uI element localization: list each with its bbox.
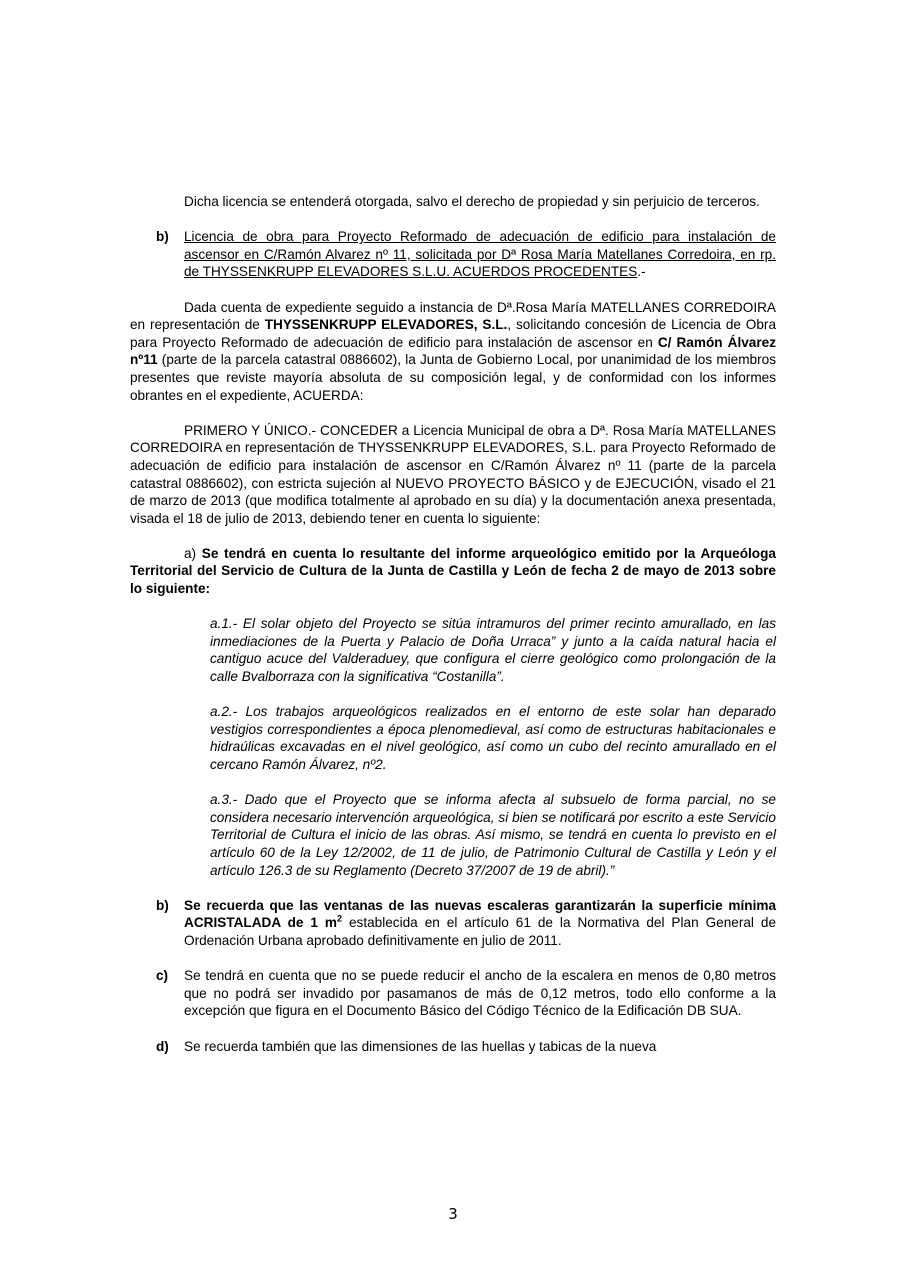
item-b-heading	[130, 228, 776, 281]
page-number: 3	[448, 1205, 458, 1223]
page-body	[130, 193, 776, 1055]
paragraph-item-a	[130, 545, 776, 598]
item-b2-text	[184, 897, 776, 950]
item-c	[130, 967, 776, 1020]
item-c-label: c)	[156, 968, 169, 984]
expediente-text-3: (parte de la parcela catastral 0886602), la Junta de Gobierno Local, por unanimidad de los miembros presentes que reviste mayoría absoluta de su composición legal, y de conformidad con los informes obrantes en el expediente, ACUERDA:	[130, 352, 776, 403]
paragraph-expediente	[130, 299, 776, 405]
quote-a2: a.2.- Los trabajos arqueológicos realizados en el entorno de este solar han deparado vestigios correspondientes a época plenomedieval, así como de estructuras habitacionales e hidraúlicas excavadas en el nivel geológico, así como un cubo del recinto amurallado en el cercano Ramón Álvarez, nº2.	[210, 704, 776, 772]
item-d-label: d)	[156, 1038, 169, 1054]
item-b2-rest: establecida en el artículo 61 de la Normativa del Plan General de Ordenación Urbana aprobado definitivamente en julio de 2011.	[184, 915, 777, 948]
paragraph-license-granted: Dicha licencia se entenderá otorgada, salvo el derecho de propiedad y sin perjuicio de terceros.	[184, 194, 760, 209]
item-a-label: a)	[184, 545, 202, 561]
expediente-text-2: , solicitando concesión de Licencia de Obra para Proyecto Reformado de adecuación de edificio para instalación de ascensor en	[130, 317, 777, 350]
item-b2-superscript: 2	[337, 913, 343, 924]
expediente-address: C/ Ramón Álvarez nº11	[130, 334, 776, 368]
item-d	[130, 1038, 776, 1056]
item-b-title	[184, 228, 776, 281]
item-c-text: Se tendrá en cuenta que no se puede reducir el ancho de la escalera en menos de 0,80 metros que no podrá ser invadido por pasamanos de más de 0,12 metros, todo ello conforme a la excepción que figura en el Documento Básico del Código Técnico de la Edificación DB SUA.	[184, 968, 776, 1019]
item-b-label: b)	[156, 229, 169, 245]
item-b-title-suffix: .-	[637, 264, 646, 280]
quote-a3: a.3.- Dado que el Proyecto que se informa afecta al subsuelo de forma parcial, no se considera necesario intervención arqueológica, si bien se notificará por escrito a este Servicio Territorial de Cultura el inicio de las obras. Así mismo, se tendrá en cuenta lo previsto en el artículo 60 de la Ley 12/2002, de 11 de julio, de Patrimonio Cultural de Castilla y León y el artículo 126.3 de su Reglamento (Decreto 37/2007 de 19 de abril).”	[210, 792, 776, 878]
paragraph-primero: PRIMERO Y ÚNICO.- CONCEDER a Licencia Municipal de obra a Dª. Rosa María MATELLANES CORREDOIRA en representación de THYSSENKRUPP ELEVADORES, S.L. para Proyecto Reformado de adecuación de edificio para instalación de ascensor en C/Ramón Álvarez nº 11 (parte de la parcela catastral 0886602), con estricta sujeción al NUEVO PROYECTO BÁSICO y de EJECUCIÓN, visado el 21 de marzo de 2013 (que modifica totalmente al aprobado en su día) y la documentación anexa presentada, visada el 18 de julio de 2013, debiendo tener en cuenta lo siguiente:	[130, 422, 776, 526]
item-d-text: Se recuerda también que las dimensiones de las huellas y tabicas de la nueva	[184, 1038, 657, 1054]
item-b-title-underlined: Licencia de obra para Proyecto Reformado de adecuación de edificio para instalación de ascensor en C/Ramón Alvarez nº 11, solicitada por Dª Rosa María Matellanes Corredoira, en rp. de THYSSENKRUPP ELEVADORES S.L.U. ACUERDOS PROCEDENTES	[184, 229, 776, 280]
item-a-bold: Se tendrá en cuenta lo resultante del informe arqueológico emitido por la Arqueóloga Territorial del Servicio de Cultura de la Junta de Castilla y León de fecha 2 de mayo de 2013 sobre lo siguiente:	[130, 545, 776, 597]
expediente-company: THYSSENKRUPP ELEVADORES, S.L.	[264, 317, 508, 333]
item-b2-label: b)	[156, 897, 169, 913]
item-b2-bold: Se recuerda que las ventanas de las nuevas escaleras garantizarán la superficie mínima ACRISTALADA de 1 m	[184, 897, 776, 931]
expediente-text-1: Dada cuenta de expediente seguido a instancia de Dª.Rosa María MATELLANES CORREDOIRA en representación de	[130, 299, 776, 333]
quote-a1: a.1.- El solar objeto del Proyecto se sitúa intramuros del primer recinto amurallado, en las inmediaciones de la Puerta y Palacio de Doña Urraca” y junto a la caída natural hacia el cantiguo acuce del Valderaduey, que configura el cierre geológico como prolongación de la calle Bvalborraza con la significativa “Costanilla”.	[210, 616, 776, 685]
item-b2	[130, 897, 776, 950]
